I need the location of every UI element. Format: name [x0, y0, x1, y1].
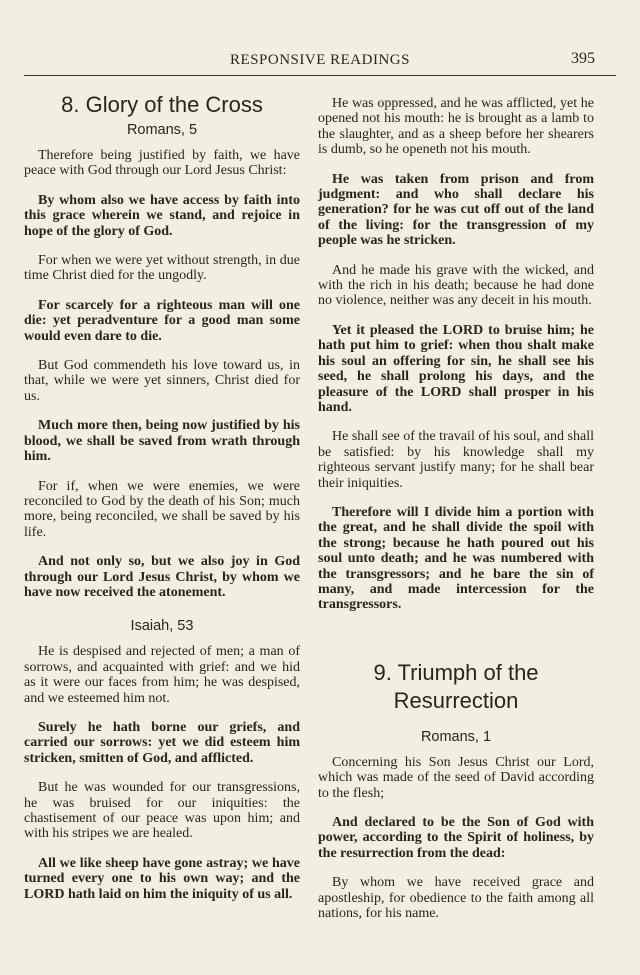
reading-8-reference-romans: Romans, 5 [126, 122, 198, 138]
verse: All we like sheep have gone astray; we have turned every one to his own way; and the LORD hath laid on him the iniquity of us all. [24, 855, 300, 902]
verse: He is despised and rejected of men; a man of sorrows, and acquainted with grief: and we hid as it were our faces from him; he was despised, and we esteemed him not. [24, 644, 300, 706]
verse: He was taken from prison and from judgment: and who shall declare his generation? for he was cut off out of the land of the living: for the transgression of my people was he stricken. [318, 171, 594, 249]
verse: For when we were yet without strength, in due time Christ died for the ungodly. [24, 253, 300, 284]
verse: He was oppressed, and he was afflicted, yet he opened not his mouth: he is brought as a lamb to the slaughter, and as a sheep before her shearers is dumb, so he openeth not his mouth. [318, 96, 594, 158]
verse: By whom we have received grace and apostleship, for obedience to the faith among all nations, for his name. [318, 875, 594, 922]
page-number: 395 [571, 50, 595, 67]
reading-8-title: 8. Glory of the Cross [61, 92, 263, 117]
verse: And declared to be the Son of God with power, according to the Spirit of holiness, by the resurrection from the dead: [318, 815, 594, 861]
verse: Surely he hath borne our griefs, and carried our sorrows: yet we did esteem him stricken, smitten of God, and afflicted. [24, 719, 300, 766]
verse: And not only so, but we also joy in God through our Lord Jesus Christ, by whom we have now received the atonement. [24, 554, 300, 600]
verse: Therefore being justified by faith, we have peace with God through our Lord Jesus Christ: [24, 148, 300, 179]
verse: Much more then, being now justified by his blood, we shall be saved from wrath through him. [24, 418, 300, 465]
verse: He shall see of the travail of his soul, and shall be satisfied: by his knowledge shall my righteous servant justify many; for he shall bear their iniquities. [318, 429, 594, 491]
verse: Concerning his Son Jesus Christ our Lord, which was made of the seed of David according to the flesh; [318, 754, 594, 801]
left-column [24, 92, 300, 916]
header-rule [24, 75, 616, 76]
verse: Yet it pleased the LORD to bruise him; he hath put him to grief: when thou shalt make his soul an offering for sin, he shall see his seed, he shall prolong his days, and the pleasure of the LORD shall prosper in his hand. [318, 322, 594, 415]
running-head: RESPONSIVE READINGS [230, 52, 410, 68]
verse: For scarcely for a righteous man will one die: yet peradventure for a good man some would even dare to die. [24, 297, 300, 344]
verse: And he made his grave with the wicked, and with the rich in his death; because he had done no violence, neither was any deceit in his mouth. [318, 262, 594, 309]
reading-9-title: 9. Triumph of the Resurrection [373, 659, 539, 713]
verse: But God commendeth his love toward us, in that, while we were yet sinners, Christ died for us. [24, 358, 300, 404]
right-column [318, 92, 594, 935]
page-header [0, 50, 640, 72]
verse: By whom also we have access by faith into this grace wherein we stand, and rejoice in hope of the glory of God. [24, 192, 300, 239]
verse: Therefore will I divide him a portion with the great, and he shall divide the spoil with the strong; because he hath poured out his soul unto death; and he was numbered with the transgressors; and he bare the sin of many, and made intercession for the transgressors. [318, 504, 594, 613]
verse: For if, when we were enemies, we were reconciled to God by the death of his Son; much more, being reconciled, we shall be saved by his life. [24, 478, 300, 540]
verse: But he was wounded for our transgressions, he was bruised for our iniquities: the chastisement of our peace was upon him; and with his stripes we are healed. [24, 780, 300, 842]
reading-9-reference-romans: Romans, 1 [420, 728, 492, 745]
reading-8-reference-isaiah: Isaiah, 53 [130, 618, 194, 635]
